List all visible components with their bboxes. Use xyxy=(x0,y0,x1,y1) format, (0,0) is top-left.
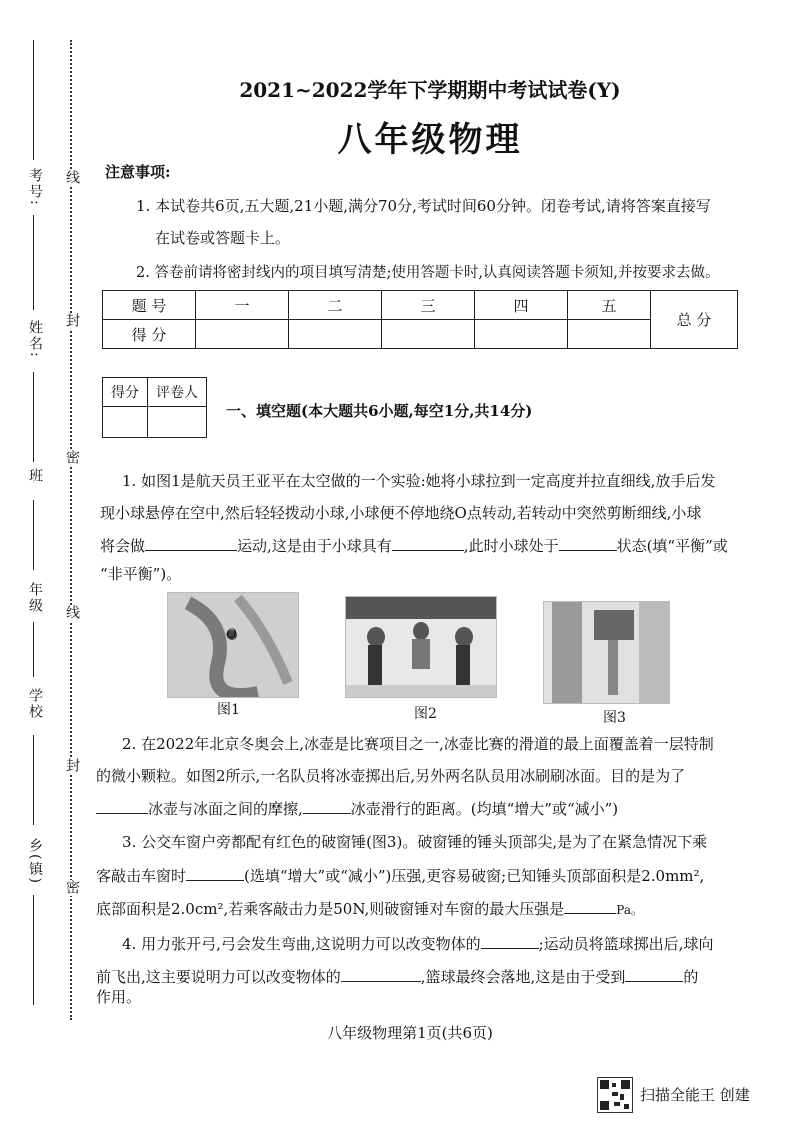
binding-dotted-line xyxy=(70,40,72,1020)
camscanner-watermark: 扫描全能王 创建 xyxy=(640,1086,750,1104)
q3-line2 xyxy=(96,864,704,887)
q1-blank-1[interactable] xyxy=(145,534,237,551)
q1-blank-3[interactable] xyxy=(559,534,617,551)
exam-title: 2021~2022学年下学期期中考试试卷(Y) xyxy=(239,78,621,102)
q4-blank-1[interactable] xyxy=(481,932,539,949)
q3-text: 客敲击车窗时 xyxy=(96,867,187,885)
notes-item2: 2. 答卷前请将密封线内的项目填写清楚;使用答题卡时,认真阅读答题卡须知,并按要求去做。 xyxy=(136,265,720,281)
notes-heading: 注意事项: xyxy=(105,163,171,181)
score-cell[interactable] xyxy=(382,320,475,349)
seal-char-mi2: 密 xyxy=(64,880,80,896)
q4-text: ;运动员将篮球掷出后,球向 xyxy=(538,935,714,953)
q1-line4: “非平衡”)。 xyxy=(100,565,182,583)
score-header-cell: 五 xyxy=(568,291,651,320)
q2-line2: 的微小颗粒。如图2所示,一名队员将冰壶掷出后,另外两名队员用冰刷刷冰面。目的是为了 xyxy=(96,767,686,785)
binding-label-town: 乡(镇) xyxy=(27,838,43,885)
score-header-cell: 题 号 xyxy=(103,291,196,320)
score-header-cell: 总 分 xyxy=(651,291,738,349)
q2-text: 冰壶与冰面之间的摩擦, xyxy=(148,800,303,818)
score-cell[interactable] xyxy=(289,320,382,349)
grader-score-cell[interactable] xyxy=(103,407,148,438)
q4-blank-3[interactable] xyxy=(625,965,683,982)
score-cell[interactable] xyxy=(475,320,568,349)
score-header-cell: 一 xyxy=(196,291,289,320)
qr-code-icon xyxy=(597,1077,633,1113)
binding-label-name: 姓名: xyxy=(27,320,43,359)
q1-line2: 现小球悬停在空中,然后轻轻拨动小球,小球便不停地绕O点转动,若转动中突然剪断细线,小球 xyxy=(100,504,702,522)
binding-line-bottom xyxy=(33,895,34,1005)
seal-char-xian1: 线 xyxy=(64,170,80,186)
q1-text: 运动,这是由于小球具有 xyxy=(237,537,392,555)
q1-line1: 1. 如图1是航天员王亚平在太空做的一个实验:她将小球拉到一定高度并拉直细线,放手后发 xyxy=(122,472,716,490)
q4-text: 前飞出,这主要说明力可以改变物体的 xyxy=(96,968,341,986)
binding-line-class xyxy=(33,372,34,462)
q2-blank-2[interactable] xyxy=(303,797,351,814)
score-header-cell: 三 xyxy=(382,291,475,320)
q3-text: (选填“增大”或“减小”)压强,更容易破窗;已知锤头顶部面积是2.0mm², xyxy=(244,867,705,885)
q3-unit: Pa。 xyxy=(616,903,643,917)
binding-line-kaohao xyxy=(33,40,34,160)
figure-2-photo xyxy=(345,596,497,698)
figure-3-photo xyxy=(543,601,670,704)
q2-blank-1[interactable] xyxy=(96,797,148,814)
section1-heading: 一、填空题(本大题共6小题,每空1分,共14分) xyxy=(226,402,533,420)
q3-line3 xyxy=(96,897,643,921)
score-row-label: 得 分 xyxy=(103,320,196,349)
score-table xyxy=(102,290,738,349)
q1-blank-2[interactable] xyxy=(392,534,464,551)
score-table-header-row xyxy=(103,291,738,320)
notes-item1-line2: 在试卷或答题卡上。 xyxy=(155,229,291,247)
binding-line-name xyxy=(33,215,34,310)
q1-line3 xyxy=(100,534,728,557)
figure-1-caption: 图1 xyxy=(217,702,240,718)
binding-line-grade xyxy=(33,500,34,570)
binding-label-kaohao: 考号: xyxy=(27,168,43,207)
curling-image xyxy=(346,597,496,697)
q2-line1: 2. 在2022年北京冬奥会上,冰壶是比赛项目之一,冰壶比赛的滑道的最上面覆盖着一层特制 xyxy=(122,735,714,753)
binding-label-school: 学校 xyxy=(27,688,43,720)
figure-1-photo xyxy=(167,592,299,698)
q3-text: 底部面积是2.0cm²,若乘客敲击力是50N,则破窗锤对车窗的最大压强是 xyxy=(96,900,565,918)
figure-2-caption: 图2 xyxy=(414,706,437,722)
q1-text: 将会做 xyxy=(100,537,146,555)
figure-3-caption: 图3 xyxy=(603,710,626,726)
seal-char-xian2: 线 xyxy=(64,605,80,621)
score-header-cell: 四 xyxy=(475,291,568,320)
q1-text: ,此时小球处于 xyxy=(463,537,559,555)
page-footer: 八年级物理第1页(共6页) xyxy=(327,1024,493,1042)
q3-blank-1[interactable] xyxy=(186,864,244,881)
grader-name-cell[interactable] xyxy=(148,407,207,438)
q4-text: 4. 用力张开弓,弓会发生弯曲,这说明力可以改变物体的 xyxy=(122,935,481,953)
grader-box xyxy=(102,377,207,438)
q1-text: 状态(填“平衡”或 xyxy=(616,537,728,555)
grader-name-label: 评卷人 xyxy=(148,378,207,407)
binding-label-grade: 年级 xyxy=(27,582,43,614)
q3-blank-2[interactable] xyxy=(564,897,616,914)
q4-line3: 作用。 xyxy=(96,988,142,1006)
o-point-label: O xyxy=(226,627,237,642)
q2-line3 xyxy=(96,797,618,820)
q4-line1 xyxy=(122,932,713,955)
grader-score-label: 得分 xyxy=(103,378,148,407)
notes-item1-line1: 1. 本试卷共6页,五大题,21小题,满分70分,考试时间60分钟。闭卷考试,请将答案直接写 xyxy=(136,197,711,215)
q3-line1: 3. 公交车窗户旁都配有红色的破窗锤(图3)。破窗锤的锤头顶部尖,是为了在紧急情况下乘 xyxy=(122,833,708,851)
score-cell[interactable] xyxy=(196,320,289,349)
q4-text: 的 xyxy=(683,968,699,986)
astronaut-image xyxy=(168,593,298,697)
binding-label-class: 班 xyxy=(27,468,43,484)
binding-line-town xyxy=(33,735,34,825)
seal-char-mi1: 密 xyxy=(64,450,80,466)
score-cell[interactable] xyxy=(568,320,651,349)
score-header-cell: 二 xyxy=(289,291,382,320)
q2-text: 冰壶滑行的距离。(均填“增大”或“减小”) xyxy=(350,800,619,818)
binding-line-school xyxy=(33,622,34,677)
score-table-score-row xyxy=(103,320,738,349)
seal-char-feng2: 封 xyxy=(64,758,80,774)
seal-char-feng1: 封 xyxy=(64,313,80,329)
q4-blank-2[interactable] xyxy=(341,965,421,982)
window-hammer-image xyxy=(544,602,669,703)
subject-title: 八年级物理 xyxy=(337,120,523,160)
q4-line2 xyxy=(96,965,698,988)
q4-text: ,篮球最终会落地,这是由于受到 xyxy=(420,968,626,986)
